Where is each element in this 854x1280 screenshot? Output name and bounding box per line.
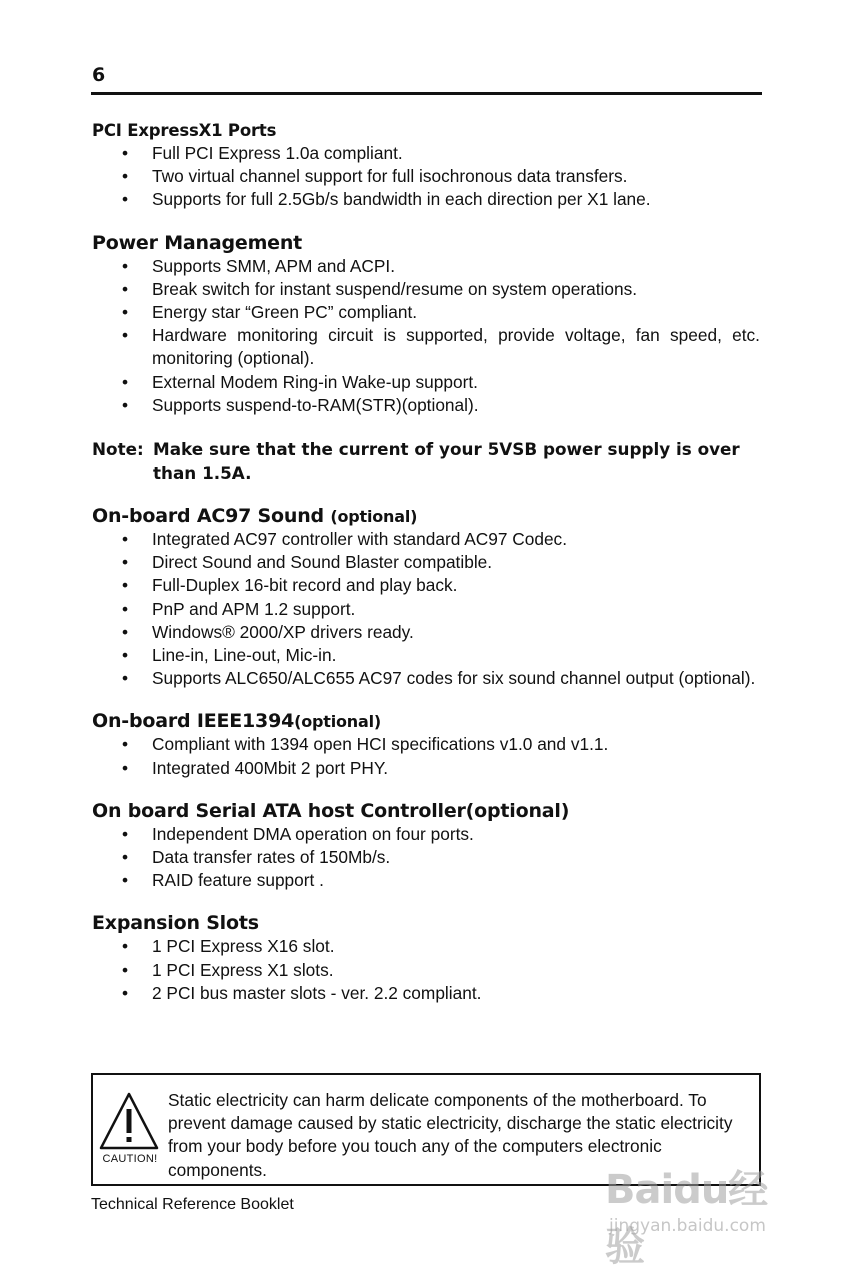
section-title-pcie: PCI ExpressX1 Ports: [92, 121, 277, 140]
optional-tag: (optional): [294, 712, 381, 732]
list-item: • Energy star “Green PC” compliant.: [92, 301, 760, 324]
section-title-ieee-text: On-board IEEE1394: [92, 710, 295, 733]
watermark-logo: Baidu经验: [605, 1167, 768, 1270]
list-item: • Supports SMM, APM and ACPI.: [92, 255, 760, 278]
list-item: • Direct Sound and Sound Blaster compatible.: [92, 551, 760, 574]
list-item: • Integrated 400Mbit 2 port PHY.: [92, 757, 760, 780]
list-item: • 2 PCI bus master slots - ver. 2.2 compliant.: [92, 982, 760, 1005]
note-text: Make sure that the current of your 5VSB power supply is over than 1.5A.: [153, 439, 740, 484]
list-item: • Compliant with 1394 open HCI specifications v1.0 and v1.1.: [92, 733, 760, 756]
header-rule: [91, 92, 762, 95]
footer-text: Technical Reference Booklet: [91, 1196, 294, 1213]
section-sata: [92, 800, 760, 893]
list-item: • Data transfer rates of 150Mb/s.: [92, 846, 760, 869]
warning-triangle-icon: [98, 1091, 160, 1151]
section-title-expansion: Expansion Slots: [92, 912, 259, 935]
list-sata: [92, 823, 760, 893]
list-item: • Full PCI Express 1.0a compliant.: [92, 142, 760, 165]
list-item: • Independent DMA operation on four ports.: [92, 823, 760, 846]
section-ieee1394: [92, 710, 760, 779]
list-sound: [92, 528, 760, 690]
list-item: • Integrated AC97 controller with standard AC97 Codec.: [92, 528, 760, 551]
list-item: • Hardware monitoring circuit is supported, provide voltage, fan speed, etc. monitoring (optional).: [92, 324, 760, 370]
section-title-power: Power Management: [92, 231, 303, 254]
list-item: • Line-in, Line-out, Mic-in.: [92, 644, 760, 667]
section-title-sata: On board Serial ATA host Controller(optional): [92, 799, 570, 822]
page-number: 6: [92, 64, 106, 86]
list-item: • Break switch for instant suspend/resume on system operations.: [92, 278, 760, 301]
power-note: [92, 437, 760, 485]
list-item: • External Modem Ring-in Wake-up support.: [92, 371, 760, 394]
list-item: • Two virtual channel support for full isochronous data transfers.: [92, 165, 760, 188]
list-power: [92, 255, 760, 417]
list-item: • PnP and APM 1.2 support.: [92, 598, 760, 621]
section-power: [92, 232, 760, 417]
note-label: Note:: [92, 439, 144, 460]
list-item: • Supports suspend-to-RAM(STR)(optional).: [92, 394, 760, 417]
list-item: • Supports for full 2.5Gb/s bandwidth in each direction per X1 lane.: [92, 188, 760, 211]
watermark-url: jingyan.baidu.com: [609, 1216, 766, 1236]
list-item: • Full-Duplex 16-bit record and play back.: [92, 574, 760, 597]
section-pcie: [92, 119, 760, 212]
section-title-sound-text: On-board AC97 Sound: [92, 505, 324, 528]
list-item: • 1 PCI Express X1 slots.: [92, 959, 760, 982]
list-item: • 1 PCI Express X16 slot.: [92, 935, 760, 958]
list-pcie: [92, 142, 760, 212]
caution-text: Static electricity can harm delicate components of the motherboard. To prevent damage caused by static electricity, discharge the static electricity from your body before you touch any of the computers electronic components.: [168, 1090, 733, 1180]
baidu-watermark: [605, 1150, 805, 1270]
section-title-ieee1394: [92, 710, 760, 733]
section-title-sound: [92, 505, 760, 528]
list-expansion: [92, 935, 760, 1005]
list-item: • Supports ALC650/ALC655 AC97 codes for six sound channel output (optional).: [92, 667, 760, 690]
section-expansion: [92, 912, 760, 1005]
caution-label: CAUTION!: [102, 1153, 158, 1165]
list-item: • RAID feature support .: [92, 869, 760, 892]
document-body: [92, 108, 760, 1005]
list-ieee1394: [92, 733, 760, 779]
section-sound: [92, 505, 760, 690]
list-item: • Windows® 2000/XP drivers ready.: [92, 621, 760, 644]
optional-tag: (optional): [330, 507, 418, 527]
